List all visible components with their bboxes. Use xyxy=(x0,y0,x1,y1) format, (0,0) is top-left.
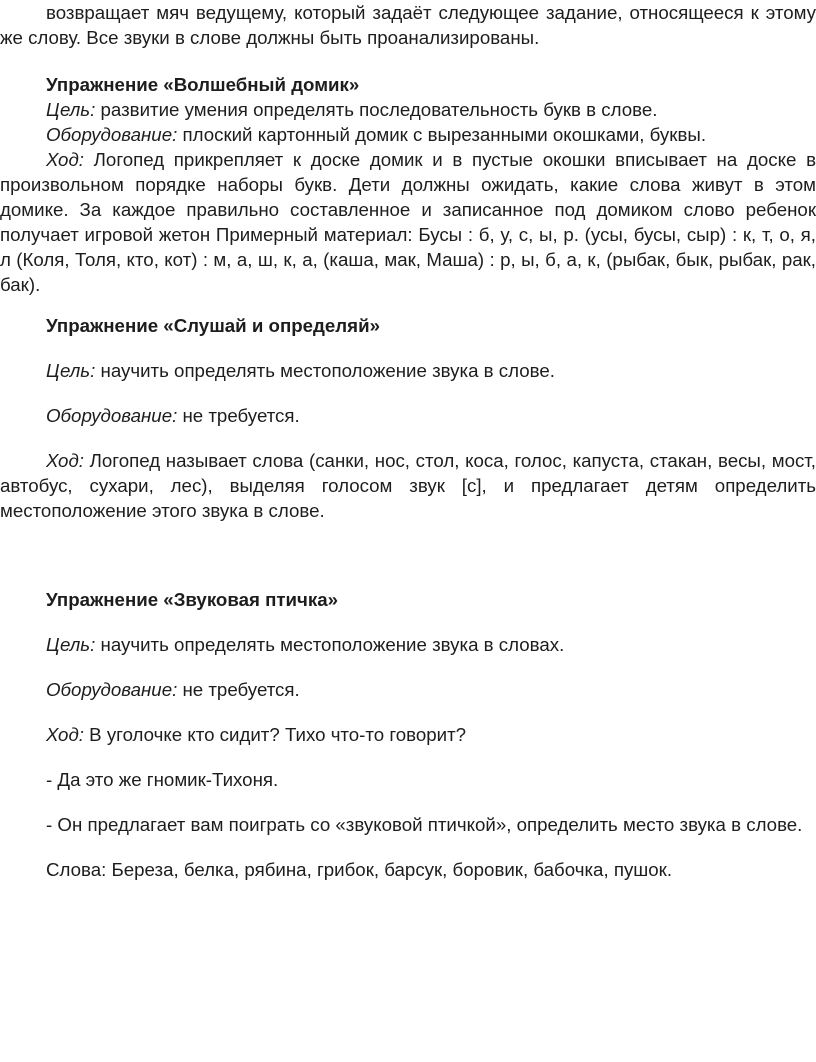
paragraph-lead: Ход: xyxy=(46,724,84,745)
paragraph-text: научить определять местоположение звука в слове. xyxy=(95,360,555,381)
section-exercise-listen-and-define xyxy=(0,313,816,523)
paragraph-lead: Ход: xyxy=(46,450,84,471)
paragraph-equipment xyxy=(0,403,816,428)
section-title: Упражнение «Волшебный домик» xyxy=(46,74,360,95)
paragraph-procedure xyxy=(0,448,816,523)
section-title: Упражнение «Слушай и определяй» xyxy=(46,315,380,336)
paragraph-text: - Да это же гномик-Тихоня. xyxy=(46,769,279,790)
paragraph-goal xyxy=(0,97,816,122)
paragraph-word-list xyxy=(0,857,816,882)
paragraph-text: развитие умения определять последовательность букв в слове. xyxy=(95,99,658,120)
paragraph-procedure xyxy=(0,147,816,297)
paragraph-intro xyxy=(0,0,816,50)
paragraph-text: Логопед прикрепляет к доске домик и в пустые окошки вписывает на доске в произвольном порядке наборы букв. Дети должны ожидать, какие слова живут в этом домике. За каждое правильно составленное и записанное под домиком слово ребенок получает игровой жетон Примерный материал: Бусы : б, у, с, ы, р. (усы, бусы, сыр) : к, т, о, я, л (Коля, Толя, кто, кот) : м, а, ш, к, а, (каша, мак, Маша) : р, ы, б, а, к, (рыбак, бык, рыбак, рак, бак). xyxy=(0,149,816,295)
paragraph-dialogue-line xyxy=(0,812,816,837)
paragraph-procedure xyxy=(0,722,816,747)
paragraph-goal xyxy=(0,632,816,657)
paragraph-text: В уголочке кто сидит? Тихо что-то говорит? xyxy=(83,724,467,745)
paragraph-text: Логопед называет слова (санки, нос, стол, коса, голос, капуста, стакан, весы, мост, автобус, сухари, лес), выделяя голосом звук [с], и предлагает детям определить местоположение этого звука в слове. xyxy=(0,450,816,521)
paragraph-text: плоский картонный домик с вырезанными окошками, буквы. xyxy=(177,124,707,145)
paragraph-lead: Ход: xyxy=(46,149,84,170)
paragraph-text: возвращает мяч ведущему, который задаёт следующее задание, относящееся к этому же слову. Все звуки в слове должны быть проанализированы. xyxy=(0,2,816,48)
paragraph-goal xyxy=(0,358,816,383)
section-title: Упражнение «Звуковая птичка» xyxy=(46,589,338,610)
paragraph-lead: Оборудование: xyxy=(46,405,178,426)
section-exercise-magic-house xyxy=(0,72,816,297)
paragraph-lead: Цель: xyxy=(46,634,96,655)
paragraph-text: научить определять местоположение звука в словах. xyxy=(95,634,565,655)
paragraph-lead: Цель: xyxy=(46,99,96,120)
paragraph-equipment xyxy=(0,677,816,702)
paragraph-text: Слова: Береза, белка, рябина, грибок, барсук, боровик, бабочка, пушок. xyxy=(46,859,673,880)
paragraph-lead: Оборудование: xyxy=(46,679,178,700)
paragraph-text: не требуется. xyxy=(177,679,300,700)
paragraph-lead: Цель: xyxy=(46,360,96,381)
paragraph-lead: Оборудование: xyxy=(46,124,178,145)
paragraph-text: не требуется. xyxy=(177,405,300,426)
paragraph-equipment xyxy=(0,122,816,147)
paragraph-dialogue-line xyxy=(0,767,816,792)
paragraph-text: - Он предлагает вам поиграть со «звуковой птичкой», определить место звука в слове. xyxy=(46,814,803,835)
section-exercise-sound-bird xyxy=(0,587,816,882)
